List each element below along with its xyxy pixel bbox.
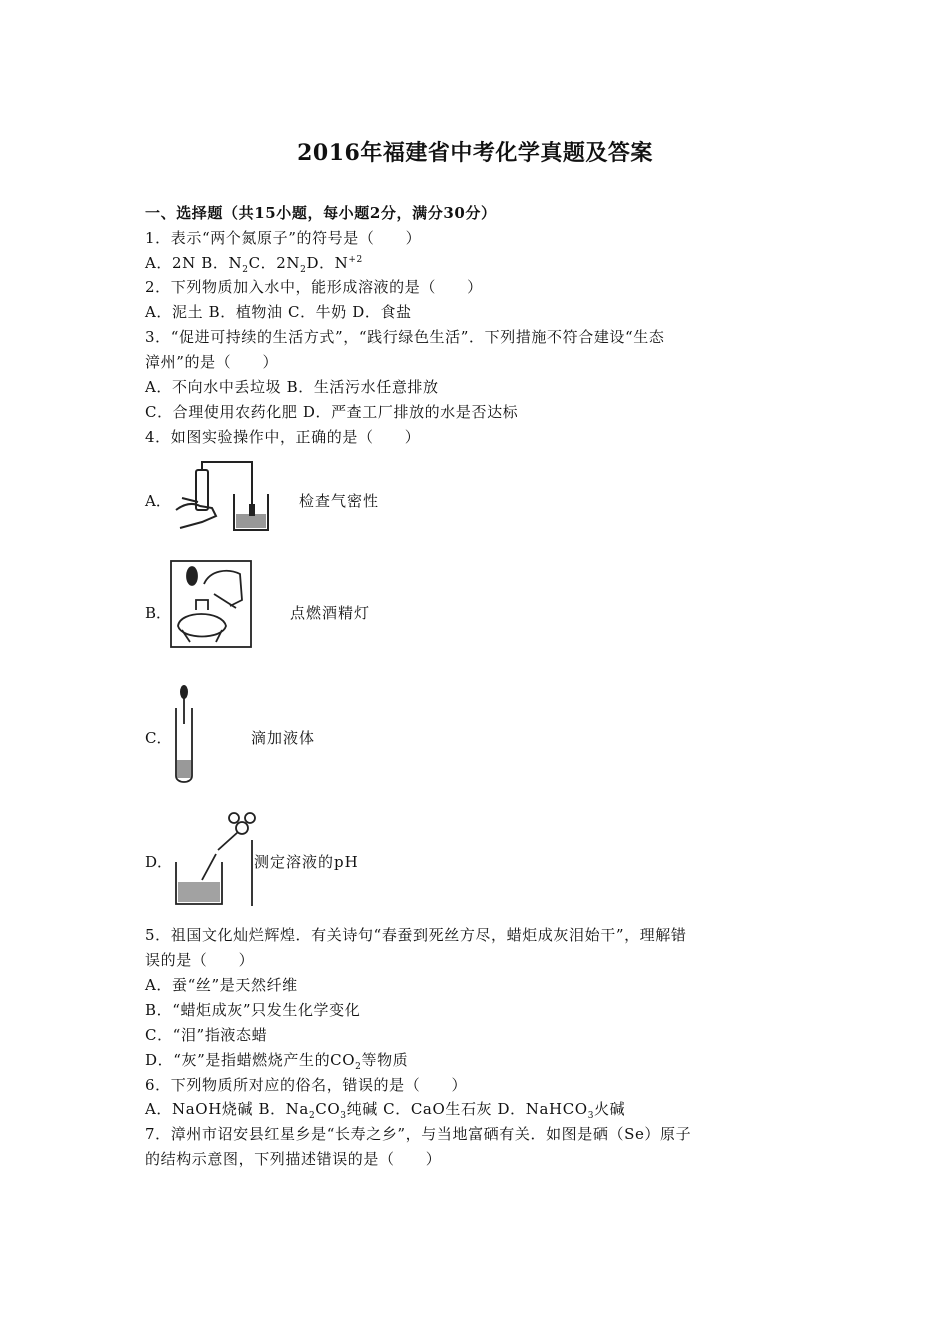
q4-option-c-label: C． [145, 729, 172, 747]
q7-stem-line1: 7．漳州市诏安县红星乡是“长寿之乡”，与当地富硒有关．如图是硒（Se）原子 [145, 1125, 692, 1143]
q4-option-b-label: B． [145, 604, 172, 622]
q3-options-line2: C．合理使用农药化肥 D．严查工厂排放的水是否达标 [145, 403, 519, 421]
q7-stem-line2: 的结构示意图，下列描述错误的是（ ） [145, 1150, 442, 1168]
q5-option-d: D．“灰”是指蜡燃烧产生的$CO_2$等物质 [145, 1051, 409, 1072]
q5-stem-line1: 5．祖国文化灿烂辉煌．有关诗句“春蚕到死丝方尽，蜡炬成灰泪始干”，理解错 [145, 926, 687, 944]
q5-option-c: C．“泪”指液态蜡 [145, 1026, 268, 1044]
section-heading: 一、选择题（共15小题，每小题2分，满分30分） [145, 204, 497, 222]
q5-stem-line2: 误的是（ ） [145, 951, 255, 969]
q4-option-a-caption: 检查气密性 [299, 492, 380, 510]
measure-ph-figure [172, 810, 256, 910]
page-title: 2016年福建省中考化学真题及答案 [297, 140, 653, 166]
airtightness-check-figure [172, 458, 272, 540]
q2-stem: 2．下列物质加入水中，能形成溶液的是（ ） [145, 278, 483, 296]
light-alcohol-lamp-figure [170, 560, 252, 648]
q4-option-b-caption: 点燃酒精灯 [290, 604, 371, 622]
q3-options-line1: A．不向水中丢垃圾 B．生活污水任意排放 [145, 378, 439, 396]
q4-option-d-label: D． [145, 853, 173, 871]
q3-stem-line1: 3．“促进可持续的生活方式”，“践行绿色生活”．下列措施不符合建设“生态 [145, 328, 665, 346]
q3-stem-line2: 漳州”的是（ ） [145, 353, 279, 371]
q4-option-a-label: A． [145, 492, 171, 510]
q1-stem: 1．表示“两个氮原子”的符号是（ ） [145, 229, 422, 247]
q1-options: A．2N B．$N_2C$．$2N_2D$．$N^{+2}$ [145, 254, 363, 275]
q4-option-c-caption: 滴加液体 [251, 729, 316, 747]
q2-options: A．泥土 B．植物油 C．牛奶 D．食盐 [145, 303, 412, 321]
add-liquid-figure [172, 684, 198, 786]
q4-stem: 4．如图实验操作中，正确的是（ ） [145, 428, 421, 446]
q5-option-b: B．“蜡炬成灰”只发生化学变化 [145, 1001, 361, 1019]
q6-options: A．NaOH烧碱 B．$Na_2CO_3$纯碱 C．CaO生石灰 D．NaHCO$_3$火碱 [145, 1100, 626, 1121]
q5-option-a: A．蚕“丝”是天然纤维 [145, 976, 298, 994]
q4-option-d-caption: 测定溶液的pH [254, 853, 359, 871]
q6-stem: 6．下列物质所对应的俗名，错误的是（ ） [145, 1076, 468, 1094]
